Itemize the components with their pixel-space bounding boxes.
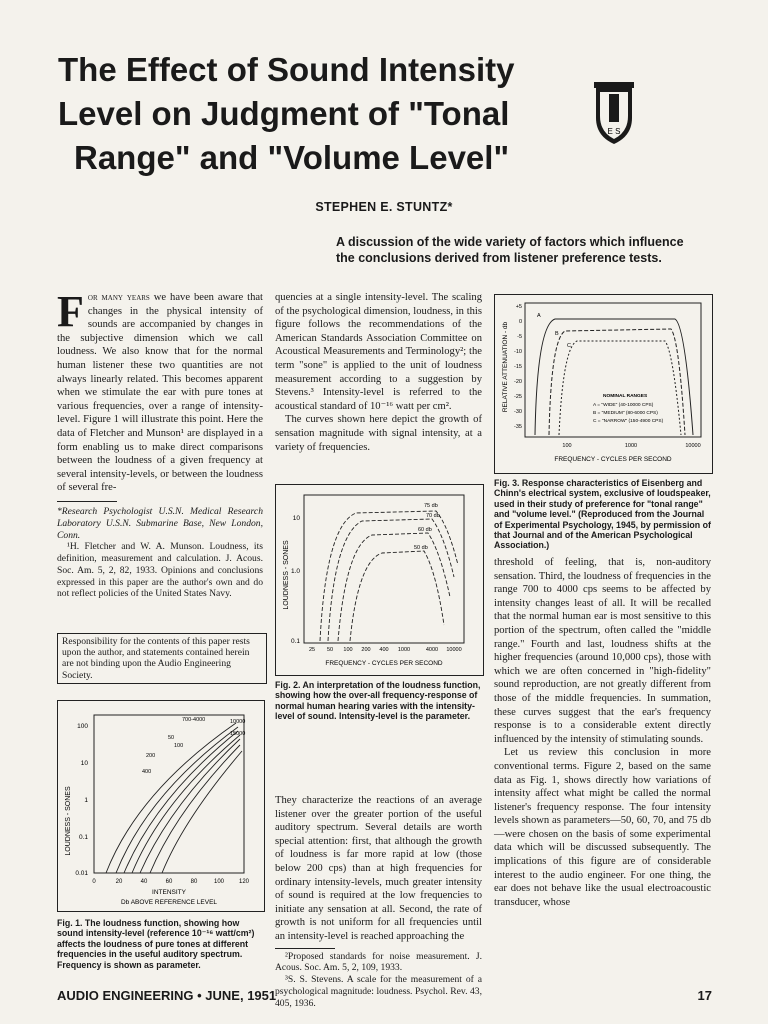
fig3-xtick: 100 xyxy=(562,443,572,449)
fig2-curve-label: 50 db xyxy=(414,545,428,551)
fig2-xtick: 4000 xyxy=(425,647,439,653)
fig1-ytick: 10 xyxy=(80,760,88,767)
fig1-xtick: 100 xyxy=(213,879,225,885)
fig3-ylabel: RELATIVE ATTENUATION - db xyxy=(502,321,509,413)
fig2-xtick: 10000 xyxy=(446,647,462,653)
fig1-curve-label: 50 xyxy=(168,735,175,741)
column-3 xyxy=(494,556,711,909)
fig3-ytick: -30 xyxy=(514,409,522,415)
society-shield-logo xyxy=(592,78,636,150)
fig1-ylabel: LOUDNESS - SONES xyxy=(65,786,72,856)
fig3-xtick: 1000 xyxy=(624,443,638,449)
fig3-ytick: +5 xyxy=(515,304,522,310)
footnote-3: ³S. S. Stevens. A scale for the measurement of a psychological magnitude: loudness. Psychol. Rev. 43, 405, 1936. xyxy=(275,974,482,1009)
fig1-ytick: 0.01 xyxy=(75,870,88,877)
footnote-1: ¹H. Fletcher and W. A. Munson. Loudness, its definition, measurement and calculation. J. Acous. Soc. Am. 5, 2, 82, 1933. Opinions and conclusions expressed in this paper are the author's own and do not reflect policies of the United States Navy. xyxy=(57,541,263,600)
col2-paragraph-1: quencies at a single intensity-level. The scaling of the psychological dimension, loudness, in this figure follows the recommendations of the American Standards Association Committee on Acoustical Measurements and Terminology²; the term "sone" is applied to the unit of loudness measurement according to a suggestion by Stevens.³ Intensity-level is referred to the acoustical standard of 10⁻¹⁶ watt per cm². xyxy=(275,292,482,412)
fig1-xtick: 80 xyxy=(190,879,198,885)
fig1-xtick: 40 xyxy=(140,879,148,885)
column-1 xyxy=(57,287,264,600)
fig3-ytick: -25 xyxy=(514,394,522,400)
col1-paragraph-1 xyxy=(57,287,264,495)
figure-1-caption: Fig. 1. The loudness function, showing how sound intensity-level (reference 10⁻¹⁶ watt/cm²) affects the loudness of pure tones at different frequencies in the useful auditory spectrum. Frequency is shown as parameter. xyxy=(57,918,255,970)
col2-paragraph-2: The curves shown here depict the growth of sensation magnitude with signal intensity, at a variety of frequencies. xyxy=(275,414,482,453)
fig2-ytick: 0.1 xyxy=(290,638,300,645)
fig3-ytick: 0 xyxy=(518,319,522,325)
fig1-xtick: 0 xyxy=(92,879,96,885)
figure-2 xyxy=(275,484,484,676)
fig2-ylabel: LOUDNESS - SONES xyxy=(283,540,290,610)
fig2-xtick: 200 xyxy=(361,647,371,653)
col1-lead: or many years xyxy=(87,292,150,303)
article-subtitle xyxy=(336,234,712,266)
fig2-ytick: 1.0 xyxy=(290,568,300,575)
col3-paragraph-2: Let us review this conclusion in more conventional terms. Figure 2, based on the same data as Fig. 1, shows directly how variations of intensity affect what might be called the normal listener's frequency response. The four intensity levels shown as parameters—50, 60, 70, and 75 db—were chosen on the basis of some experimental data which will be discussed subsequently. The implications of this figure are of considerable interest to the audio engineer. For one thing, the ear does not behave like the usual electroacoustic transducer, whose xyxy=(494,747,711,908)
figure-2-caption: Fig. 2. An interpretation of the loudness function, showing how the over-all frequency-response of normal human hearing varies with the intensity-level of sound. Intensity-level is the parameter. xyxy=(275,680,481,722)
fig3-curve-a xyxy=(535,319,693,435)
fig3-legend-item: A = "WIDE" (40-10000 CPS) xyxy=(593,403,654,408)
footnote-rule-2 xyxy=(275,948,335,949)
col2-paragraph-3: They characterize the reactions of an average listener over the greater portion of the useful auditory spectrum. Several details are worth special attention: first, that although the growth of loudness is far more rapid at low (those below 200 cps) than at high frequencies for ordinary intensity-levels, much greater intensity of sound is required at the low frequencies to initiate any sensation at all. Second, the rate of growth is not uniform for all frequencies until an intensity-level is reached approaching the xyxy=(275,795,482,942)
col1-body: we have been aware that changes in the physical intensity of sounds are accompanied by changes in the subjective dimension which we call loudness. We also know that for the normal human listener these two quantities are not always linearly related. This becomes apparent when we stimulate the ear with pure tones at various frequencies, over a range of intensity-level. Figure 1 will illustrate this point. Here the data of Fletcher and Munson¹ are displayed in a form enabling us to make direct comparisons between the loudness of a given frequency at several intensity-levels, or between the loudness of several fre- xyxy=(57,292,264,494)
fig3-xlabel: FREQUENCY - CYCLES PER SECOND xyxy=(554,456,672,463)
fig3-xtick: 10000 xyxy=(685,443,701,449)
journal-issue: AUDIO ENGINEERING • JUNE, 1951 xyxy=(57,988,277,1003)
fig1-xlabel-2: Db ABOVE REFERENCE LEVEL xyxy=(120,899,218,906)
figure-3-caption: Fig. 3. Response characteristics of Eisenberg and Chinn's electrical system, exclusive of loudspeaker, used in their study of preference for "tonal range" and "volume level." (Reproduced from the Journal of Experimental Psychology, 1945, by permission of that Journal and of the American Psychological Association.) xyxy=(494,478,711,551)
fig1-curve xyxy=(106,723,236,873)
figure-2-plot xyxy=(276,485,483,675)
responsibility-notice: Responsibility for the contents of this paper rests upon the author, and statements contained herein are not binding upon the Audio Engineering Society. xyxy=(57,633,267,684)
fig2-xlabel: FREQUENCY - CYCLES PER SECOND xyxy=(325,660,443,667)
fig3-curve-label: A xyxy=(537,313,541,319)
title-line-2: Level on Judgment of "Tonal xyxy=(58,95,510,132)
fig3-legend-item: B = "MEDIUM" (80-6000 CPS) xyxy=(593,411,658,416)
figure-3-plot xyxy=(495,295,712,473)
drop-cap: F xyxy=(57,287,84,336)
page-number: 17 xyxy=(697,988,712,1003)
fig2-curve-label: 70 db xyxy=(426,513,440,519)
fig2-xtick: 1000 xyxy=(397,647,411,653)
fig3-ytick: -15 xyxy=(514,364,522,370)
fig1-xlabel: INTENSITY xyxy=(152,889,186,896)
figure-3 xyxy=(494,294,713,474)
fig1-curve-label: 100 xyxy=(174,743,184,749)
fig2-xtick: 25 xyxy=(308,647,316,653)
fig2-curve-50db xyxy=(350,551,444,641)
column-2-lower xyxy=(275,794,482,1010)
fig1-ytick: 100 xyxy=(77,723,88,730)
fig1-curve-label: 200 xyxy=(146,753,156,759)
fig1-curve-label: 700-4000 xyxy=(182,717,206,723)
fig3-ytick: -5 xyxy=(517,334,522,340)
fig1-curve-label: 10000 xyxy=(230,719,246,725)
fig3-legend-title: NOMINAL RANGES xyxy=(603,394,648,399)
fig2-curve-75db xyxy=(320,511,458,641)
fig1-xtick: 60 xyxy=(165,879,173,885)
col3-paragraph-1: threshold of feeling, that is, non-auditory sensation. Third, the loudness of frequencies in the range 700 to 4000 cps seems to be affected by intensity changes least of all. It will be recalled that the normal human ear is most sensitive to this portion of the spectrum, often called the "middle range." Fourth and last, loudness shifts at the higher frequencies (around 10,000 cps), those with which we are often concerned in "high-fidelity" sound reproduction, are not greatly different from those of the middle frequencies. In summation, these curves suggest that the ear's frequency response is to a considerable extent directly influenced by the intensity of stimulating sounds. xyxy=(494,557,711,745)
footnote-rule xyxy=(57,501,117,502)
figure-1-plot xyxy=(58,701,264,911)
fig2-curve-label: 60 db xyxy=(418,527,432,533)
footnote-author: *Research Psychologist U.S.N. Medical Research Laboratory U.S.N. Submarine Base, New London, Conn. xyxy=(57,505,263,541)
subtitle-line-1: A discussion of the wide variety of factors which influence xyxy=(336,235,684,249)
fig1-curve-label: 400 xyxy=(142,769,152,775)
author-name: STEPHEN E. STUNTZ* xyxy=(315,200,453,214)
column-2 xyxy=(275,291,482,454)
fig1-ytick: 0.1 xyxy=(78,834,88,841)
title-line-3: Range" and "Volume Level" xyxy=(74,139,510,176)
fig1-curve xyxy=(162,751,242,873)
fig2-curve-label: 75 db xyxy=(424,503,438,509)
fig2-xtick: 100 xyxy=(343,647,353,653)
fig2-xtick: 400 xyxy=(379,647,389,653)
fig1-xtick: 20 xyxy=(115,879,123,885)
fig2-curve-60db xyxy=(338,533,450,641)
subtitle-line-2: the conclusions derived from listener preference tests. xyxy=(336,251,662,265)
fig2-ytick: 10 xyxy=(292,515,300,522)
fig1-ytick: 1 xyxy=(84,797,88,804)
fig3-curve-label: C xyxy=(567,343,571,349)
fig1-curve-label: 15000 xyxy=(230,731,246,737)
fig3-ytick: -20 xyxy=(514,379,522,385)
fig3-ytick: -10 xyxy=(514,349,522,355)
fig1-curve xyxy=(150,745,240,873)
footnote-2: ²Proposed standards for noise measurement. J. Acous. Soc. Am. 5, 2, 109, 1933. xyxy=(275,950,482,974)
logo-text: E S xyxy=(607,127,621,136)
fig3-curve-label: B xyxy=(555,331,559,337)
figure-1 xyxy=(57,700,265,912)
page-footer xyxy=(57,988,712,1003)
fig2-xtick: 50 xyxy=(326,647,334,653)
fig1-xtick: 120 xyxy=(238,879,250,885)
fig3-legend-item: C = "NARROW" (150-4900 CPS) xyxy=(593,419,664,424)
article-title xyxy=(58,48,568,180)
fig3-ytick: -35 xyxy=(514,424,522,430)
title-line-1: The Effect of Sound Intensity xyxy=(58,51,515,88)
